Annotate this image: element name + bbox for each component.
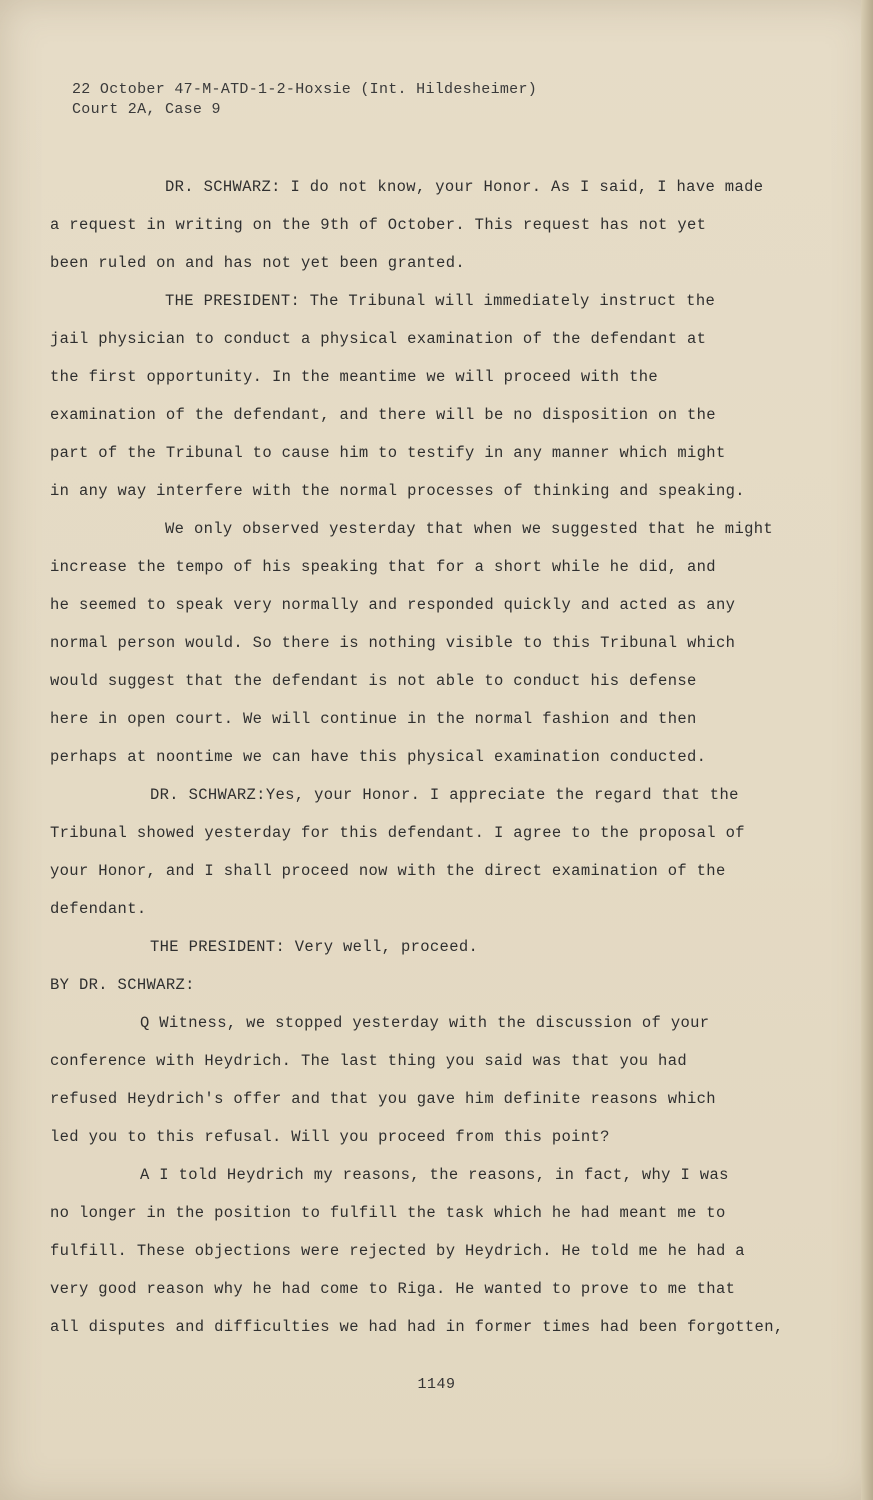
text-line: fulfill. These objections were rejected by Heydrich. He told me he had a	[50, 1242, 745, 1260]
text-line: your Honor, and I shall proceed now with the direct examination of the	[50, 862, 726, 880]
text-line: DR. SCHWARZ: I do not know, your Honor. As I said, I have made	[165, 178, 764, 196]
text-line: very good reason why he had come to Riga. He wanted to prove to me that	[50, 1280, 736, 1298]
text-line: would suggest that the defendant is not able to conduct his defense	[50, 672, 697, 690]
text-line: examination of the defendant, and there will be no disposition on the	[50, 406, 716, 424]
text-line: THE PRESIDENT: Very well, proceed.	[150, 938, 479, 956]
transcript-body	[50, 168, 784, 1346]
question-line: Q Witness, we stopped yesterday with the discussion of your	[140, 1014, 710, 1032]
text-line: We only observed yesterday that when we suggested that he might	[165, 520, 774, 538]
paper-edge	[861, 0, 873, 1500]
text-line: here in open court. We will continue in the normal fashion and then	[50, 710, 697, 728]
text-line: defendant.	[50, 900, 147, 918]
header-line-1: 22 October 47-M-ATD-1-2-Hoxsie (Int. Hildesheimer)	[72, 81, 538, 98]
page-number: 1149	[417, 1376, 456, 1393]
text-line: normal person would. So there is nothing visible to this Tribunal which	[50, 634, 736, 652]
text-line: led you to this refusal. Will you proceed from this point?	[50, 1128, 610, 1146]
text-line: conference with Heydrich. The last thing you said was that you had	[50, 1052, 687, 1070]
text-line: increase the tempo of his speaking that for a short while he did, and	[50, 558, 716, 576]
text-line: Tribunal showed yesterday for this defendant. I agree to the proposal of	[50, 824, 745, 842]
text-line: the first opportunity. In the meantime we will proceed with the	[50, 368, 659, 386]
text-line: BY DR. SCHWARZ:	[50, 976, 195, 994]
text-line: all disputes and difficulties we had had in former times had been forgotten,	[50, 1318, 784, 1336]
text-line: been ruled on and has not yet been granted.	[50, 254, 466, 272]
text-line: he seemed to speak very normally and responded quickly and acted as any	[50, 596, 736, 614]
text-line: DR. SCHWARZ:Yes, your Honor. I appreciate the regard that the	[150, 786, 739, 804]
text-line: in any way interfere with the normal processes of thinking and speaking.	[50, 482, 745, 500]
text-line: a request in writing on the 9th of October. This request has not yet	[50, 216, 707, 234]
text-line: THE PRESIDENT: The Tribunal will immediately instruct the	[165, 292, 716, 310]
answer-line: A I told Heydrich my reasons, the reasons, in fact, why I was	[140, 1166, 729, 1184]
header-line-2: Court 2A, Case 9	[72, 101, 221, 118]
text-line: no longer in the position to fulfill the task which he had meant me to	[50, 1204, 726, 1222]
text-line: part of the Tribunal to cause him to testify in any manner which might	[50, 444, 726, 462]
text-line: refused Heydrich's offer and that you gave him definite reasons which	[50, 1090, 716, 1108]
text-line: jail physician to conduct a physical examination of the defendant at	[50, 330, 707, 348]
document-header	[72, 80, 537, 120]
text-line: perhaps at noontime we can have this physical examination conducted.	[50, 748, 707, 766]
